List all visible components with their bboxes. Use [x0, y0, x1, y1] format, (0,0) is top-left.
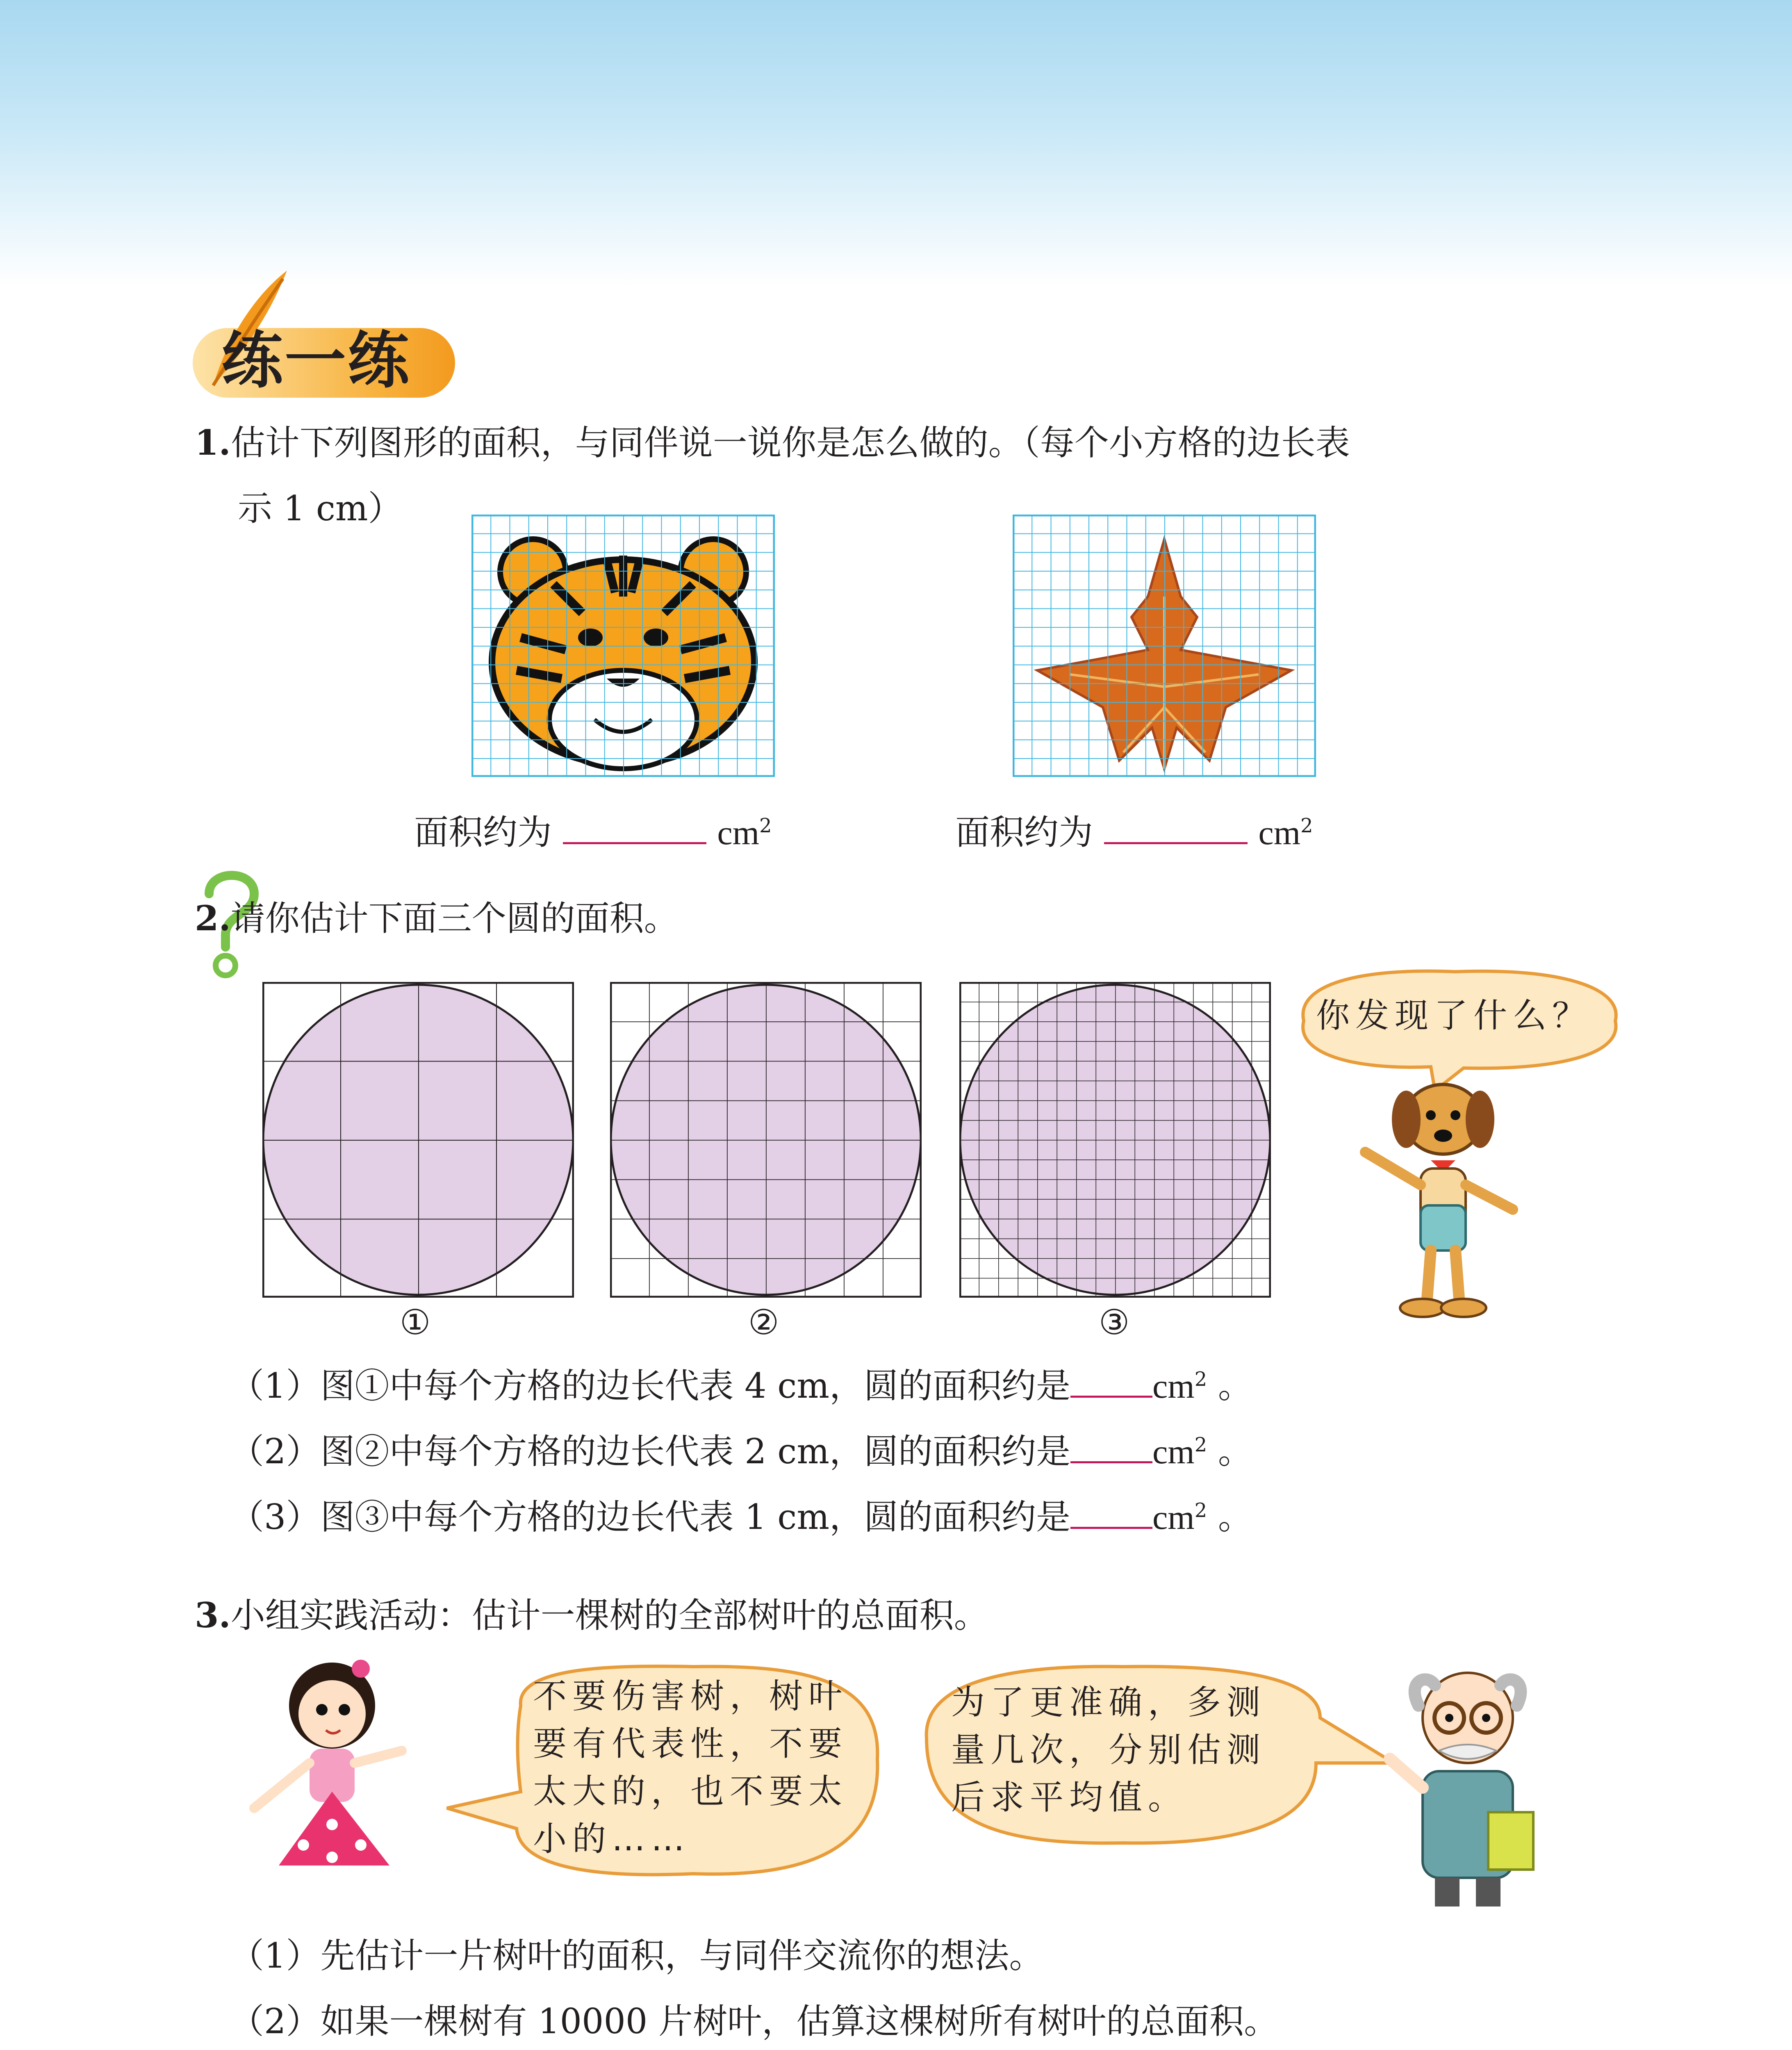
q2-line: [195, 894, 679, 943]
bubble-right-line-2: 量几次，分别估测: [951, 1731, 1266, 1770]
bubble-left-line-3: 太大的，也不要太: [533, 1772, 848, 1811]
q1-line1: [195, 418, 1350, 467]
leaf-grid-figure: [1013, 515, 1316, 777]
q1-line2: 示 1 cm）: [238, 488, 403, 528]
q2-blank-2[interactable]: [1070, 1428, 1152, 1463]
q1-number: 1.: [195, 422, 231, 463]
bubble-left-line-2: 要有代表性，不要: [533, 1724, 848, 1763]
tiger-grid-figure: [471, 515, 775, 777]
bubble-right-line-1: 为了更准确，多测: [951, 1683, 1266, 1722]
q1-text: 估计下列图形的面积，与同伴说一说你是怎么做的。（每个小方格的边长表: [230, 423, 1350, 463]
circle-grid-3: [959, 982, 1271, 1298]
bubble-left-line-4: 小的……: [533, 1820, 691, 1859]
girl-mascot-illustration: [230, 1652, 443, 1882]
circle-label-3: ③: [1099, 1302, 1130, 1342]
q3-text: 小组实践活动：估计一棵树的全部树叶的总面积。: [230, 1595, 988, 1635]
grandpa-mascot-illustration: [1365, 1656, 1562, 1911]
q2-number: 2.: [195, 898, 231, 938]
q2-sub-1: （1）图①中每个方格的边长代表 4 cm，圆的面积约是 $cm^2$ 。: [230, 1361, 1252, 1411]
q2-blank-3[interactable]: [1070, 1494, 1152, 1529]
q1-blank-1[interactable]: [563, 809, 706, 844]
circle-grid-2: [610, 982, 922, 1298]
q1-blank-2[interactable]: [1104, 809, 1248, 844]
q2-text: 请你估计下面三个圆的面积。: [230, 898, 679, 938]
dog-mascot-illustration: [1349, 1074, 1521, 1320]
q1-answer-2: 面积约为 $cm^2$: [955, 808, 1313, 858]
q3-sub-1: （1）先估计一片树叶的面积，与同伴交流你的想法。: [230, 1936, 1044, 1976]
speech-bubble-q2-text: 你发现了什么？: [1316, 996, 1592, 1035]
circle-label-1: ①: [400, 1302, 431, 1342]
q2-sub-3: （3）图③中每个方格的边长代表 1 cm，圆的面积约是 $cm^2$ 。: [230, 1492, 1252, 1542]
circle-grid-1: [262, 982, 574, 1298]
q3-sub-2: （2）如果一棵树有 10000 片树叶，估算这棵树所有树叶的总面积。: [230, 2001, 1279, 2041]
q1-answer-1: 面积约为 $cm^2$: [414, 808, 772, 858]
heading-title: 练一练: [221, 325, 411, 396]
q2-blank-1[interactable]: [1070, 1363, 1152, 1398]
bubble-left-line-1: 不要伤害树，树叶: [533, 1677, 848, 1716]
q2-sub-2: （2）图②中每个方格的边长代表 2 cm，圆的面积约是 $cm^2$ 。: [230, 1427, 1252, 1477]
circle-label-2: ②: [748, 1302, 779, 1342]
bubble-right-line-3: 后求平均值。: [951, 1778, 1188, 1817]
q3-number: 3.: [195, 1595, 231, 1635]
page-header-gradient: [0, 0, 1792, 287]
q3-line: [195, 1591, 988, 1640]
